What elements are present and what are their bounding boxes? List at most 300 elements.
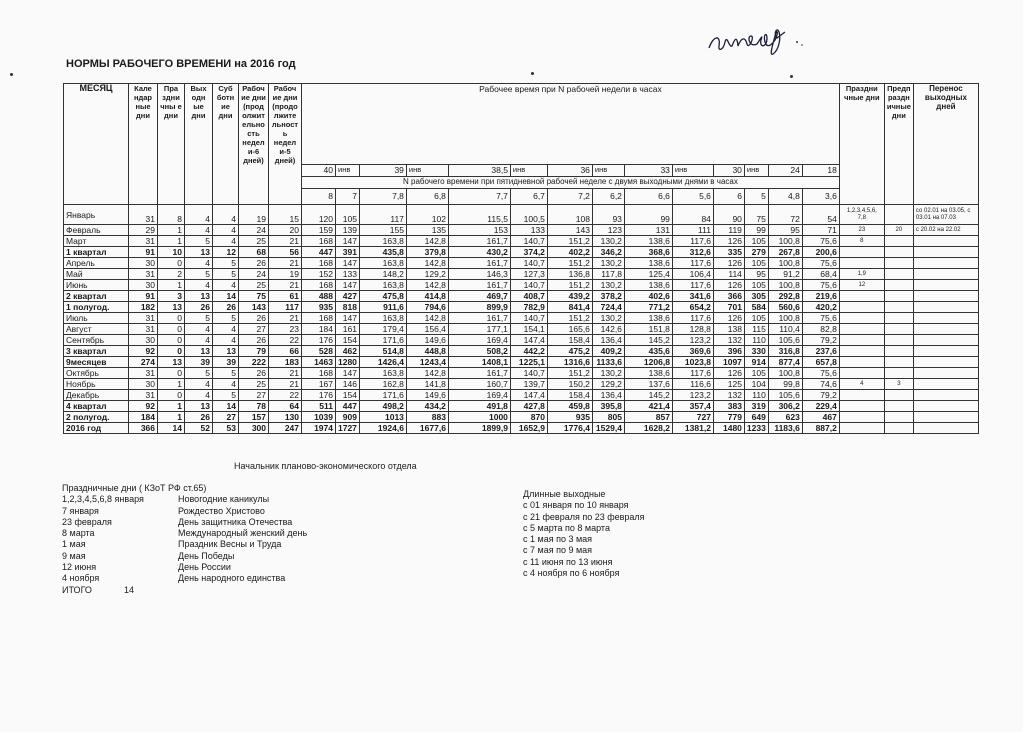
row-value: 74,6 bbox=[802, 379, 839, 390]
row-value: 100,8 bbox=[768, 313, 802, 324]
row-value: 182 bbox=[129, 302, 158, 313]
row-transfer bbox=[913, 357, 978, 368]
row-value: 165,6 bbox=[547, 324, 592, 335]
row-value: 100,8 bbox=[768, 258, 802, 269]
row-value: 247 bbox=[269, 423, 302, 434]
header-daily-hours: 6,8 bbox=[406, 188, 448, 204]
row-value: 151,2 bbox=[547, 236, 592, 247]
row-value: 1974 bbox=[302, 423, 336, 434]
row-transfer bbox=[913, 313, 978, 324]
row-value: 176 bbox=[302, 390, 336, 401]
row-value: 887,2 bbox=[802, 423, 839, 434]
row-pre-holiday-days bbox=[884, 423, 913, 434]
row-pre-holiday-days bbox=[884, 280, 913, 291]
row-value: 105 bbox=[744, 280, 768, 291]
row-value: 68 bbox=[239, 247, 269, 258]
header-inv-label: инв bbox=[592, 164, 624, 176]
table-row bbox=[64, 225, 979, 236]
row-transfer bbox=[913, 291, 978, 302]
row-value: 129,2 bbox=[592, 379, 624, 390]
row-value: 131 bbox=[624, 225, 672, 236]
long-weekend-item: с 01 января по 10 января bbox=[523, 500, 629, 511]
row-value: 151,2 bbox=[547, 258, 592, 269]
row-pre-holiday-days bbox=[884, 247, 913, 258]
row-value: 176 bbox=[302, 335, 336, 346]
row-value: 179,4 bbox=[359, 324, 406, 335]
row-value: 117,6 bbox=[672, 313, 713, 324]
row-value: 1408,1 bbox=[448, 357, 510, 368]
table-row bbox=[64, 269, 979, 280]
row-value: 229,4 bbox=[802, 401, 839, 412]
row-value: 171,6 bbox=[359, 390, 406, 401]
row-value: 346,2 bbox=[592, 247, 624, 258]
row-value: 99 bbox=[624, 205, 672, 225]
row-value: 136,4 bbox=[592, 335, 624, 346]
row-value: 305 bbox=[744, 291, 768, 302]
row-value: 117 bbox=[269, 302, 302, 313]
row-value: 21 bbox=[269, 313, 302, 324]
row-value: 90 bbox=[713, 205, 744, 225]
row-holiday-days bbox=[839, 401, 884, 412]
row-value: 1 bbox=[158, 401, 185, 412]
holiday-name: День России bbox=[178, 562, 231, 573]
header-saturdays: Суб ботн ие дни bbox=[213, 84, 239, 205]
table-row bbox=[64, 401, 979, 412]
row-value: 30 bbox=[129, 379, 158, 390]
row-holiday-days bbox=[839, 247, 884, 258]
row-value: 427 bbox=[336, 291, 360, 302]
row-value: 27 bbox=[239, 324, 269, 335]
row-value: 100,5 bbox=[510, 205, 547, 225]
row-value: 147,4 bbox=[510, 390, 547, 401]
long-weekend-item: с 7 мая по 9 мая bbox=[523, 545, 593, 556]
row-value: 447 bbox=[336, 401, 360, 412]
row-value: 727 bbox=[672, 412, 713, 423]
row-value: 56 bbox=[269, 247, 302, 258]
header-inv-label: инв bbox=[336, 164, 360, 176]
row-value: 79 bbox=[239, 346, 269, 357]
row-value: 105 bbox=[336, 205, 360, 225]
row-value: 701 bbox=[713, 302, 744, 313]
header-hours-value: 30 bbox=[713, 164, 744, 176]
row-value: 130,2 bbox=[592, 280, 624, 291]
row-value: 408,7 bbox=[510, 291, 547, 302]
header-transfer: Перенос выходных дней bbox=[913, 84, 978, 205]
row-value: 141,8 bbox=[406, 379, 448, 390]
row-value: 140,7 bbox=[510, 258, 547, 269]
row-value: 1 bbox=[158, 225, 185, 236]
row-value: 434,2 bbox=[406, 401, 448, 412]
row-value: 1023,8 bbox=[672, 357, 713, 368]
row-month: 1 полугод. bbox=[64, 302, 129, 313]
row-month: 2016 год bbox=[64, 423, 129, 434]
row-value: 91 bbox=[129, 247, 158, 258]
header-daily-hours: 7 bbox=[336, 188, 360, 204]
row-value: 1426,4 bbox=[359, 357, 406, 368]
row-value: 125 bbox=[713, 379, 744, 390]
row-value: 841,4 bbox=[547, 302, 592, 313]
row-value: 5 bbox=[213, 313, 239, 324]
row-value: 91 bbox=[129, 291, 158, 302]
page-title: НОРМЫ РАБОЧЕГО ВРЕМЕНИ на 2016 год bbox=[66, 58, 296, 70]
row-value: 145,2 bbox=[624, 390, 672, 401]
row-holiday-days bbox=[839, 390, 884, 401]
row-value: 2 bbox=[158, 269, 185, 280]
row-value: 1529,4 bbox=[592, 423, 624, 434]
row-value: 316,8 bbox=[768, 346, 802, 357]
row-value: 163,8 bbox=[359, 236, 406, 247]
row-value: 448,8 bbox=[406, 346, 448, 357]
row-value: 78 bbox=[239, 401, 269, 412]
row-month: Декабрь bbox=[64, 390, 129, 401]
row-value: 54 bbox=[802, 205, 839, 225]
row-value: 151,2 bbox=[547, 313, 592, 324]
row-value: 138,6 bbox=[624, 280, 672, 291]
row-value: 117,8 bbox=[592, 269, 624, 280]
header-work-days-5: Рабоч ие дни (продо лжите льност ь недел и-5 дней) bbox=[269, 84, 302, 205]
row-value: 147 bbox=[336, 236, 360, 247]
row-month: Ноябрь bbox=[64, 379, 129, 390]
holiday-item bbox=[62, 551, 307, 562]
row-value: 111 bbox=[672, 225, 713, 236]
row-value: 64 bbox=[269, 401, 302, 412]
row-value: 146,3 bbox=[448, 269, 510, 280]
holiday-name: Праздник Весны и Труда bbox=[178, 539, 282, 550]
row-holiday-days: 8 bbox=[839, 236, 884, 247]
row-value: 870 bbox=[510, 412, 547, 423]
row-value: 105 bbox=[744, 236, 768, 247]
row-value: 319 bbox=[744, 401, 768, 412]
holiday-item bbox=[62, 506, 307, 517]
row-value: 1776,4 bbox=[547, 423, 592, 434]
row-value: 13 bbox=[185, 401, 213, 412]
row-value: 110,4 bbox=[768, 324, 802, 335]
holiday-name: Рождество Христово bbox=[178, 505, 265, 516]
row-value: 475,2 bbox=[547, 346, 592, 357]
row-value: 115 bbox=[744, 324, 768, 335]
row-pre-holiday-days bbox=[884, 390, 913, 401]
row-value: 402,2 bbox=[547, 247, 592, 258]
row-value: 13 bbox=[213, 346, 239, 357]
row-value: 1000 bbox=[448, 412, 510, 423]
row-pre-holiday-days bbox=[884, 258, 913, 269]
row-transfer bbox=[913, 401, 978, 412]
row-value: 883 bbox=[406, 412, 448, 423]
row-value: 24 bbox=[239, 225, 269, 236]
row-value: 511 bbox=[302, 401, 336, 412]
row-value: 130 bbox=[269, 412, 302, 423]
row-value: 13 bbox=[185, 291, 213, 302]
row-value: 447 bbox=[302, 247, 336, 258]
holiday-date: 9 мая bbox=[62, 550, 86, 561]
row-value: 75,6 bbox=[802, 313, 839, 324]
row-value: 126 bbox=[713, 236, 744, 247]
header-daily-hours: 6,7 bbox=[510, 188, 547, 204]
row-value: 142,8 bbox=[406, 313, 448, 324]
row-value: 148,2 bbox=[359, 269, 406, 280]
row-value: 61 bbox=[269, 291, 302, 302]
row-value: 168 bbox=[302, 368, 336, 379]
holiday-item bbox=[62, 573, 307, 584]
work-time-norms-table bbox=[63, 83, 979, 434]
row-value: 26 bbox=[185, 412, 213, 423]
row-value: 0 bbox=[158, 368, 185, 379]
row-value: 133 bbox=[510, 225, 547, 236]
row-value: 462 bbox=[336, 346, 360, 357]
row-value: 4 bbox=[185, 379, 213, 390]
row-value: 130,2 bbox=[592, 236, 624, 247]
table-row bbox=[64, 291, 979, 302]
row-value: 0 bbox=[158, 324, 185, 335]
row-value: 75,6 bbox=[802, 236, 839, 247]
header-row-1 bbox=[64, 84, 979, 165]
row-value: 435,6 bbox=[624, 346, 672, 357]
row-holiday-days: 1,2,3,4,5,6, 7,8 bbox=[839, 205, 884, 225]
row-value: 5 bbox=[185, 368, 213, 379]
row-value: 4 bbox=[213, 335, 239, 346]
row-value: 143 bbox=[547, 225, 592, 236]
row-holiday-days: 4 bbox=[839, 379, 884, 390]
row-value: 138,6 bbox=[624, 258, 672, 269]
scan-dot bbox=[10, 73, 13, 76]
long-weekends-list bbox=[523, 489, 645, 579]
row-value: 0 bbox=[158, 346, 185, 357]
holidays-list bbox=[62, 483, 307, 596]
row-value: 105 bbox=[744, 368, 768, 379]
row-value: 163,8 bbox=[359, 258, 406, 269]
row-value: 649 bbox=[744, 412, 768, 423]
row-value: 391 bbox=[336, 247, 360, 258]
row-value: 126 bbox=[713, 368, 744, 379]
row-value: 116,6 bbox=[672, 379, 713, 390]
row-value: 154 bbox=[336, 390, 360, 401]
row-transfer bbox=[913, 236, 978, 247]
row-value: 117,6 bbox=[672, 368, 713, 379]
row-value: 31 bbox=[129, 236, 158, 247]
header-hours-value: 36 bbox=[547, 164, 592, 176]
row-value: 13 bbox=[185, 247, 213, 258]
row-value: 99 bbox=[744, 225, 768, 236]
row-value: 279 bbox=[744, 247, 768, 258]
row-value: 1 bbox=[158, 379, 185, 390]
row-value: 14 bbox=[213, 401, 239, 412]
row-value: 149,6 bbox=[406, 335, 448, 346]
table-row bbox=[64, 302, 979, 313]
row-value: 459,8 bbox=[547, 401, 592, 412]
total-label: ИТОГО bbox=[62, 584, 92, 595]
row-transfer: с 20.02 на 22.02 bbox=[913, 225, 978, 236]
row-month: 4 квартал bbox=[64, 401, 129, 412]
row-value: 26 bbox=[239, 258, 269, 269]
row-value: 357,4 bbox=[672, 401, 713, 412]
row-transfer bbox=[913, 324, 978, 335]
table-row bbox=[64, 357, 979, 368]
header-hours-value: 40 bbox=[302, 164, 336, 176]
row-value: 149,6 bbox=[406, 390, 448, 401]
row-value: 91,2 bbox=[768, 269, 802, 280]
holiday-date: 1 мая bbox=[62, 539, 86, 550]
row-value: 402,6 bbox=[624, 291, 672, 302]
row-value: 3 bbox=[158, 291, 185, 302]
row-value: 1924,6 bbox=[359, 423, 406, 434]
row-value: 467 bbox=[802, 412, 839, 423]
row-value: 19 bbox=[269, 269, 302, 280]
table-row bbox=[64, 258, 979, 269]
row-value: 782,9 bbox=[510, 302, 547, 313]
row-value: 147 bbox=[336, 258, 360, 269]
row-value: 23 bbox=[269, 324, 302, 335]
table-row bbox=[64, 205, 979, 225]
row-value: 219,6 bbox=[802, 291, 839, 302]
row-value: 1225,1 bbox=[510, 357, 547, 368]
row-value: 31 bbox=[129, 269, 158, 280]
row-value: 26 bbox=[239, 368, 269, 379]
header-hours-value: 24 bbox=[768, 164, 802, 176]
row-value: 383 bbox=[713, 401, 744, 412]
row-value: 154,1 bbox=[510, 324, 547, 335]
row-value: 435,8 bbox=[359, 247, 406, 258]
row-value: 396 bbox=[713, 346, 744, 357]
row-value: 4 bbox=[213, 379, 239, 390]
row-value: 110 bbox=[744, 390, 768, 401]
row-month: 3 квартал bbox=[64, 346, 129, 357]
row-transfer bbox=[913, 346, 978, 357]
table-row bbox=[64, 390, 979, 401]
row-value: 123,2 bbox=[672, 390, 713, 401]
row-value: 177,1 bbox=[448, 324, 510, 335]
row-value: 161,7 bbox=[448, 236, 510, 247]
row-month: 9месяцев bbox=[64, 357, 129, 368]
row-value: 300 bbox=[239, 423, 269, 434]
row-value: 5 bbox=[213, 269, 239, 280]
row-value: 155 bbox=[359, 225, 406, 236]
row-value: 30 bbox=[129, 280, 158, 291]
row-pre-holiday-days bbox=[884, 205, 913, 225]
header-daily-hours: 7,2 bbox=[547, 188, 592, 204]
row-value: 31 bbox=[129, 390, 158, 401]
row-value: 395,8 bbox=[592, 401, 624, 412]
row-value: 237,6 bbox=[802, 346, 839, 357]
row-value: 139,7 bbox=[510, 379, 547, 390]
holiday-date: 12 июня bbox=[62, 562, 97, 573]
row-holiday-days bbox=[839, 335, 884, 346]
row-value: 99,8 bbox=[768, 379, 802, 390]
row-value: 4 bbox=[185, 280, 213, 291]
row-value: 779 bbox=[713, 412, 744, 423]
row-value: 168 bbox=[302, 280, 336, 291]
row-value: 66 bbox=[269, 346, 302, 357]
row-value: 911,6 bbox=[359, 302, 406, 313]
row-value: 21 bbox=[269, 368, 302, 379]
row-value: 4 bbox=[185, 205, 213, 225]
row-value: 10 bbox=[158, 247, 185, 258]
row-value: 154 bbox=[336, 335, 360, 346]
row-value: 130,2 bbox=[592, 368, 624, 379]
row-value: 31 bbox=[129, 368, 158, 379]
total-value: 14 bbox=[124, 584, 135, 595]
row-value: 5 bbox=[213, 258, 239, 269]
row-month: Сентябрь bbox=[64, 335, 129, 346]
row-month: 2 полугод. bbox=[64, 412, 129, 423]
row-value: 159 bbox=[302, 225, 336, 236]
row-value: 31 bbox=[129, 313, 158, 324]
row-pre-holiday-days bbox=[884, 302, 913, 313]
row-value: 24 bbox=[239, 269, 269, 280]
table-row bbox=[64, 313, 979, 324]
row-value: 106,4 bbox=[672, 269, 713, 280]
row-value: 1 bbox=[158, 236, 185, 247]
row-month: Январь bbox=[64, 205, 129, 225]
row-value: 163,8 bbox=[359, 280, 406, 291]
holiday-date: 23 февраля bbox=[62, 516, 112, 527]
row-value: 84 bbox=[672, 205, 713, 225]
row-holiday-days bbox=[839, 302, 884, 313]
row-value: 161,7 bbox=[448, 280, 510, 291]
row-value: 130,2 bbox=[592, 313, 624, 324]
row-value: 366 bbox=[129, 423, 158, 434]
row-transfer bbox=[913, 379, 978, 390]
header-daily-hours: 4,8 bbox=[768, 188, 802, 204]
row-value: 1 bbox=[158, 280, 185, 291]
row-value: 724,4 bbox=[592, 302, 624, 313]
row-value: 657,8 bbox=[802, 357, 839, 368]
row-value: 528 bbox=[302, 346, 336, 357]
row-value: 75 bbox=[744, 205, 768, 225]
header-hours-value: 38,5 bbox=[448, 164, 510, 176]
row-value: 169,4 bbox=[448, 390, 510, 401]
row-value: 123,2 bbox=[672, 335, 713, 346]
row-value: 26 bbox=[213, 302, 239, 313]
row-value: 75 bbox=[239, 291, 269, 302]
row-value: 27 bbox=[239, 390, 269, 401]
header-daily-hours: 6 bbox=[713, 188, 744, 204]
row-pre-holiday-days: 20 bbox=[884, 225, 913, 236]
row-value: 508,2 bbox=[448, 346, 510, 357]
header-daily-hours: 7,8 bbox=[359, 188, 406, 204]
row-value: 267,8 bbox=[768, 247, 802, 258]
row-value: 22 bbox=[269, 390, 302, 401]
row-pre-holiday-days bbox=[884, 412, 913, 423]
row-value: 5 bbox=[213, 390, 239, 401]
row-value: 1628,2 bbox=[624, 423, 672, 434]
row-value: 168 bbox=[302, 236, 336, 247]
row-transfer: со 02.01 на 03.05, с 03.01 на 07.03 bbox=[913, 205, 978, 225]
row-pre-holiday-days bbox=[884, 368, 913, 379]
row-value: 184 bbox=[302, 324, 336, 335]
row-value: 132 bbox=[713, 390, 744, 401]
row-value: 95 bbox=[744, 269, 768, 280]
table-row bbox=[64, 346, 979, 357]
row-value: 151,2 bbox=[547, 280, 592, 291]
table-row bbox=[64, 247, 979, 258]
row-value: 53 bbox=[213, 423, 239, 434]
row-value: 21 bbox=[269, 236, 302, 247]
row-value: 105,6 bbox=[768, 335, 802, 346]
row-value: 13 bbox=[185, 346, 213, 357]
header-work-days-6: Рабоч ие дни (прод олжит ельно сть недел и-6 дней) bbox=[239, 84, 269, 205]
row-value: 120 bbox=[302, 205, 336, 225]
row-pre-holiday-days bbox=[884, 313, 913, 324]
row-value: 22 bbox=[269, 335, 302, 346]
table-row bbox=[64, 236, 979, 247]
row-pre-holiday-days: 3 bbox=[884, 379, 913, 390]
row-month: 1 квартал bbox=[64, 247, 129, 258]
row-value: 156,4 bbox=[406, 324, 448, 335]
row-value: 1 bbox=[158, 412, 185, 423]
row-pre-holiday-days bbox=[884, 335, 913, 346]
table-row bbox=[64, 379, 979, 390]
holiday-name: Новогодние каникулы bbox=[178, 494, 270, 505]
